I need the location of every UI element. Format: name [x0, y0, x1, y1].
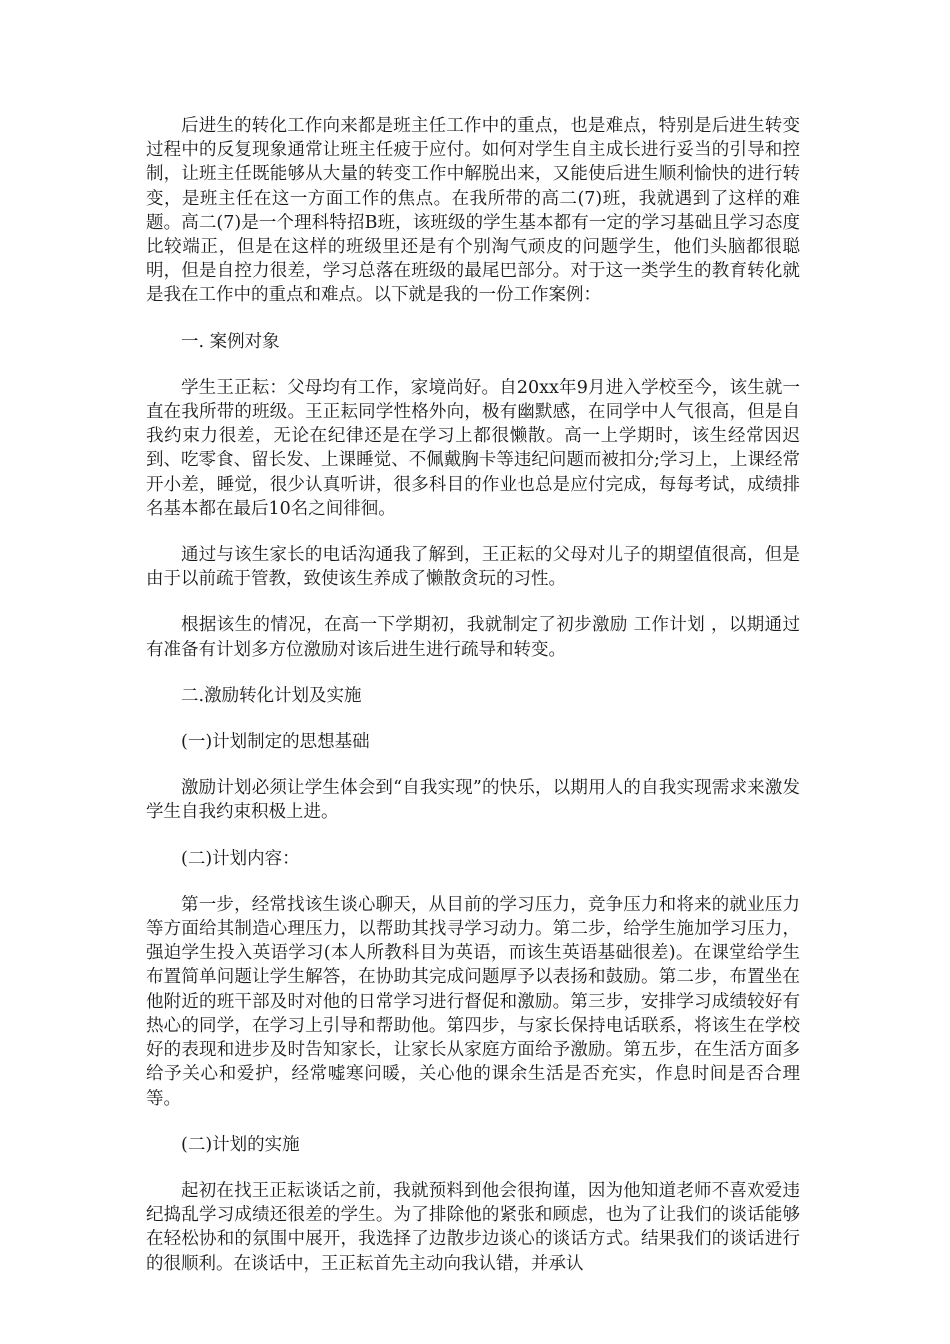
- document-page: [146, 114, 800, 1298]
- intro-paragraph: 后进生的转化工作向来都是班主任工作中的重点，也是难点，特别是后进生转变过程中的反复现象通常让班主任疲于应付。如何对学生自主成长进行妥当的引导和控制，让班主任既能够从大量的转变工作中解脱出来，又能使后进生顺利愉快的进行转变，是班主任在这一方面工作的焦点。在我所带的高二(7)班，我就遇到了这样的难题。高二(7)是一个理科特招B班，该班级的学生基本都有一定的学习基础且学习态度比较端正，但是在这样的班级里还是有个别淘气顽皮的问题学生，他们头脑都很聪明，但是自控力很差，学习总落在班级的最尾巴部分。对于这一类学生的教育转化就是我在工作中的重点和难点。以下就是我的一份工作案例：: [146, 116, 800, 306]
- plan-intro-paragraph: 根据该生的情况，在高一下学期初，我就制定了初步激励 工作计划 ，以期通过有准备有计划多方位激励对该后进生进行疏导和转变。: [146, 615, 800, 660]
- plan-basis-paragraph: 激励计划必须让学生体会到“自我实现”的快乐，以期用人的自我实现需求来激发学生自我约束积极上进。: [146, 778, 800, 823]
- section-heading-plan: 二.激励转化计划及实施: [181, 685, 362, 706]
- section-heading-case-subject: 一. 案例对象: [181, 331, 280, 352]
- plan-content-paragraph: 第一步，经常找该生谈心聊天，从目前的学习压力，竞争压力和将来的就业压力等方面给其制造心理压力，以帮助其找寻学习动力。第二步，给学生施加学习压力，强迫学生投入英语学习(本人所教科目为英语，而该生英语基础很差)。在课堂给学生布置简单问题让学生解答，在协助其完成问题厚予以表扬和鼓励。第二步，布置坐在他附近的班干部及时对他的日常学习进行督促和激励。第三步，安排学习成绩较好有热心的同学，在学习上引导和帮助他。第四步，与家长保持电话联系，将该生在学校好的表现和进步及时告知家长，让家长从家庭方面给予激励。第五步，在生活方面多给予关心和爱护，经常嘘寒问暖，关心他的课余生活是否充实，作息时间是否合理等。: [146, 894, 800, 1109]
- parent-communication-paragraph: 通过与该生家长的电话沟通我了解到，王正耘的父母对儿子的期望值很高，但是由于以前疏于管教，致使该生养成了懒散贪玩的习性。: [146, 545, 800, 590]
- subheading-plan-implementation: (二)计划的实施: [181, 1134, 300, 1155]
- subheading-plan-content: (二)计划内容：: [181, 848, 300, 869]
- subheading-plan-basis: (一)计划制定的思想基础: [181, 732, 370, 753]
- implementation-paragraph: 起初在找王正耘谈话之前，我就预料到他会很拘谨，因为他知道老师不喜欢爱违纪捣乱学习成绩还很差的学生。为了排除他的紧张和顾虑，也为了让我们的谈话能够在轻松协和的氛围中展开，我选择了边散步边谈心的谈话方式。结果我们的谈话进行的很顺利。在谈话中，王正耘首先主动向我认错，并承认: [146, 1180, 800, 1274]
- student-profile-paragraph: 学生王正耘：父母均有工作，家境尚好。自20xx年9月进入学校至今，该生就一直在我所带的班级。王正耘同学性格外向，极有幽默感，在同学中人气很高，但是自我约束力很差，无论在纪律还是在学习上都很懒散。高一上学期时，该生经常因迟到、吃零食、留长发、上课睡觉、不佩戴胸卡等违纪问题而被扣分;学习上，上课经常开小差，睡觉，很少认真听讲，很多科目的作业也总是应付完成，每每考试，成绩排名基本都在最后10名之间徘徊。: [146, 377, 800, 519]
